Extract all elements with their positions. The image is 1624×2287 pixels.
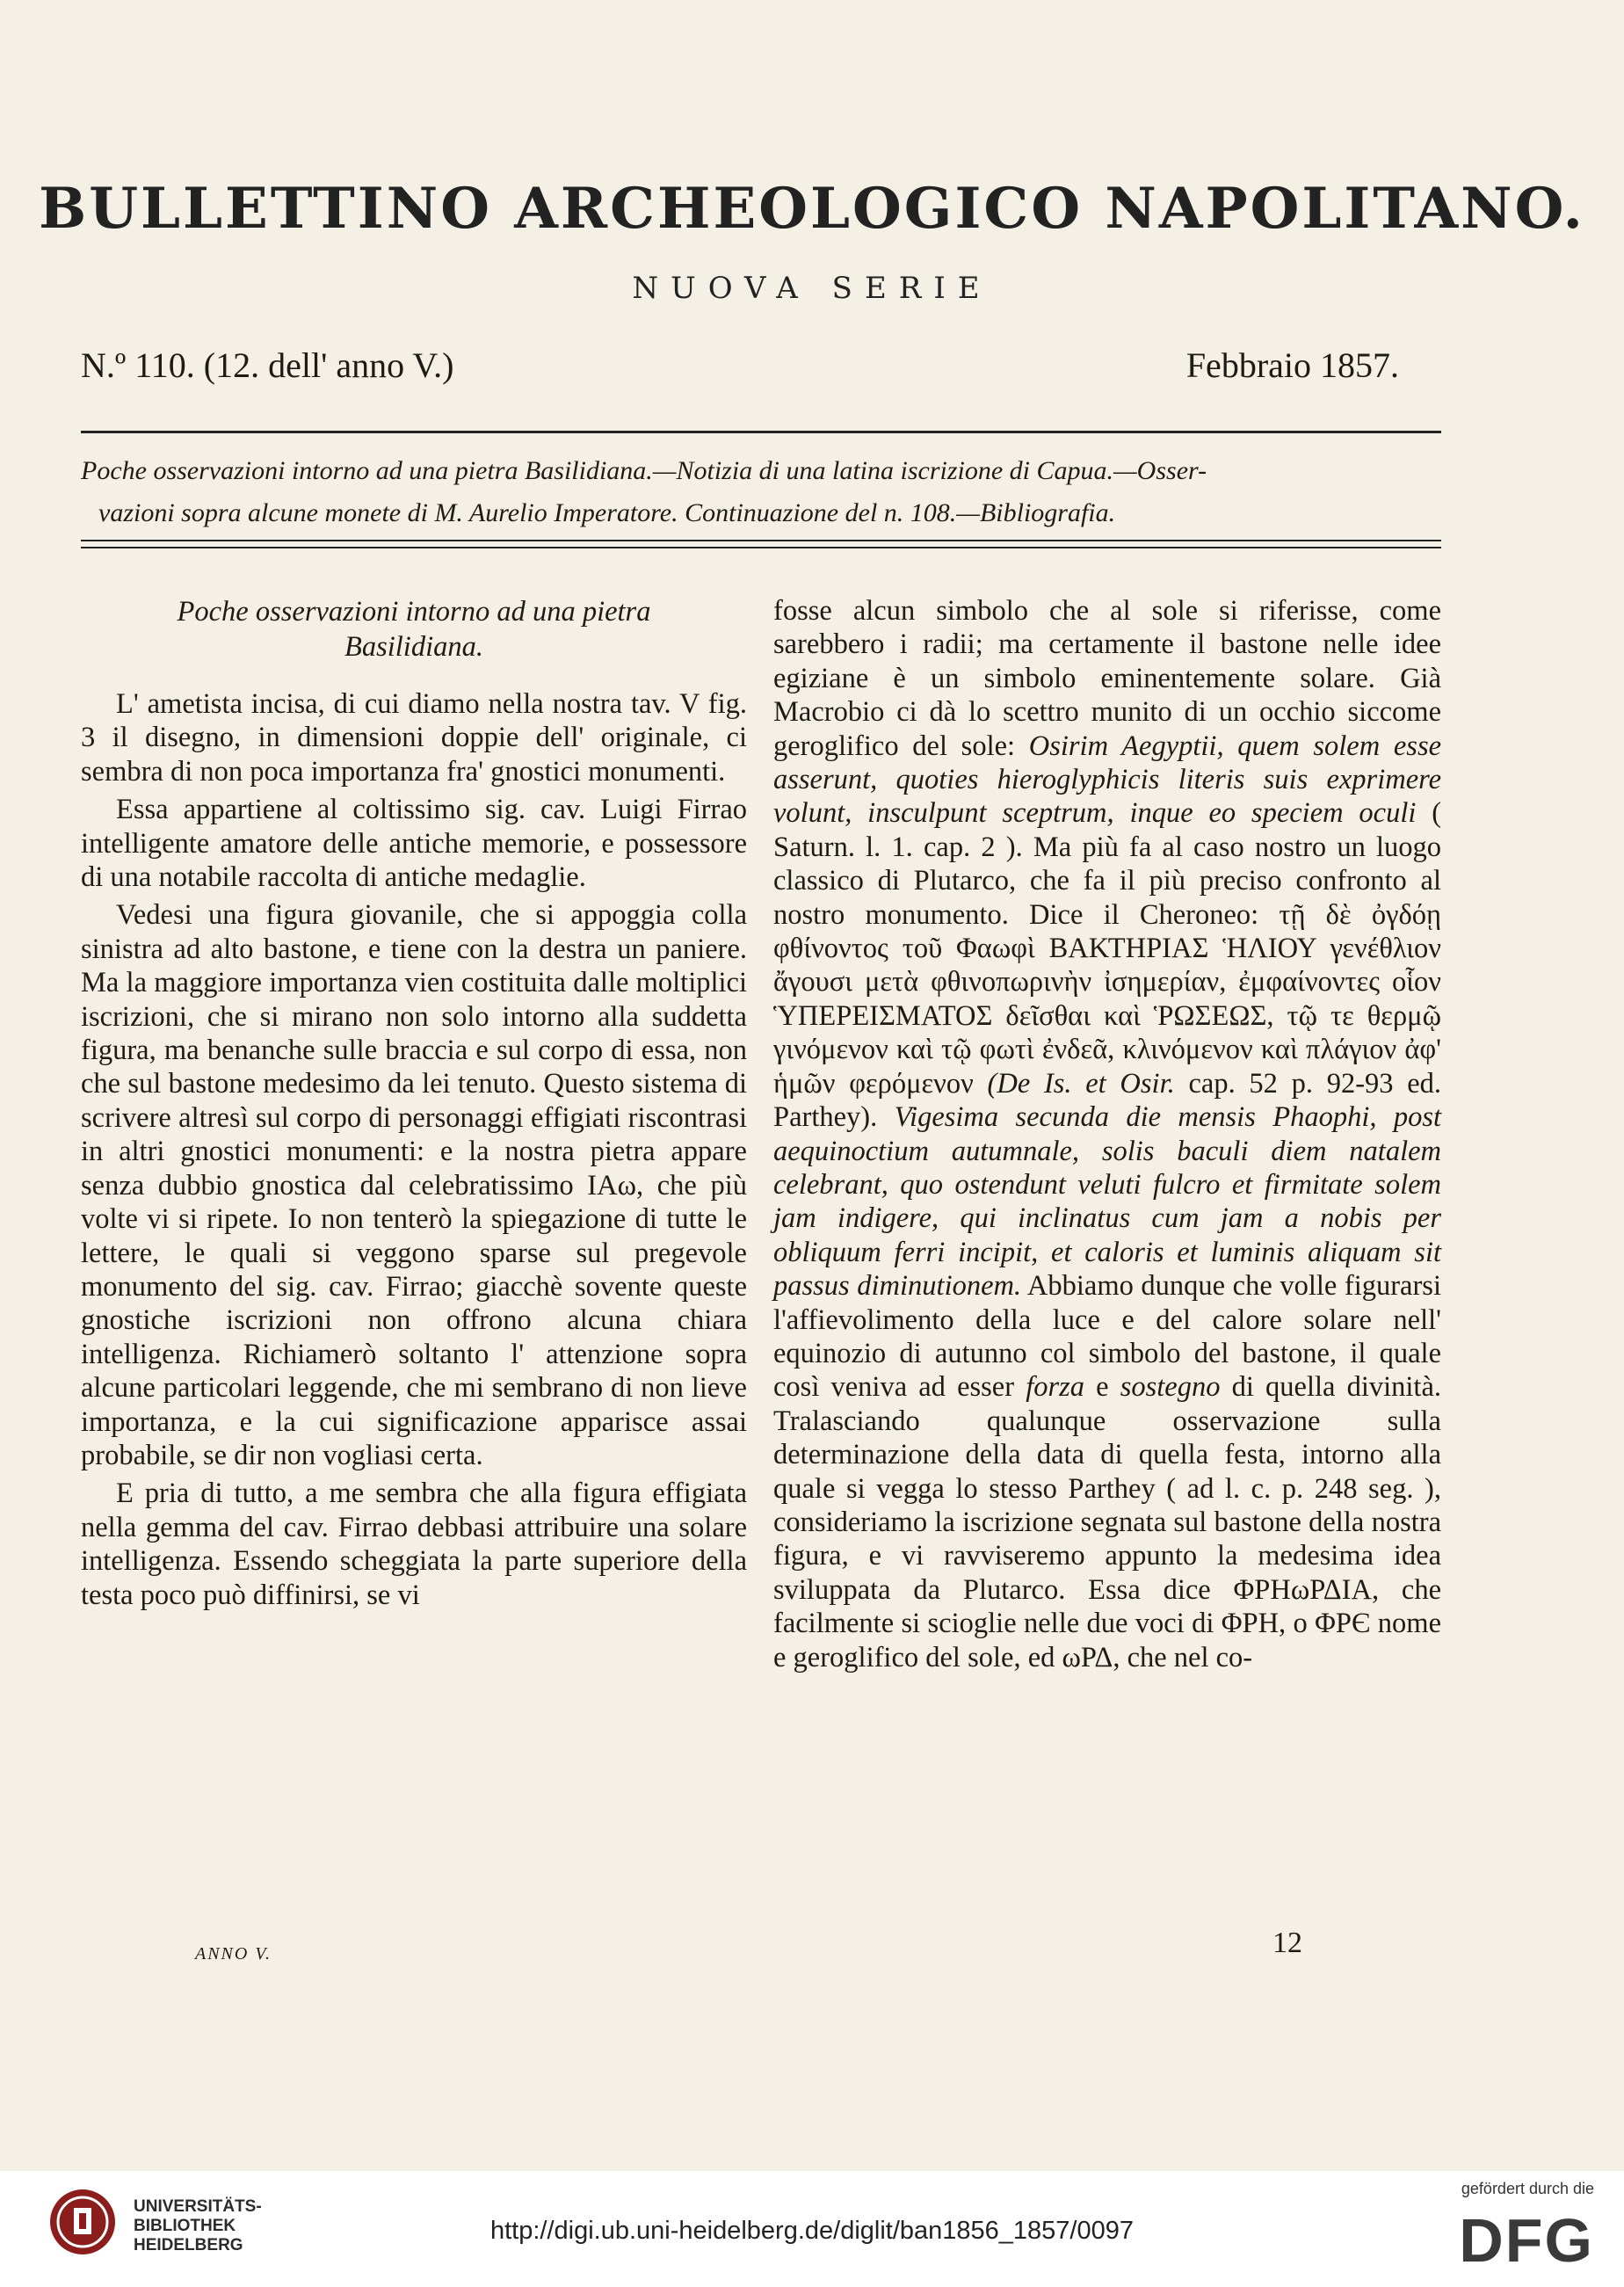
- volume-signature: ANNO V.: [195, 1944, 272, 1964]
- paragraph: Essa appartiene al coltissimo sig. cav. Luigi Firrao intelligente amatore delle antiche memorie, e possessore di una notabile raccolta di antiche medaglie.: [81, 794, 747, 894]
- top-rule: [81, 431, 1441, 433]
- contents-line: vazioni sopra alcune monete di M. Aurelio Imperatore. Continuazione del n. 108.—Bibliografia.: [98, 498, 1116, 527]
- paragraph: fosse alcun simbolo che al sole si riferisse, come sarebbero i radii; ma certamente il bastone nelle idee egiziane è un simbolo eminentemente solare. Già Macrobio ci dà lo scettro munito di un occhio siccome geroglifico del sole: Osirim Aegyptii, quem solem esse asserunt, quoties hieroglyphicis literis suis exprimere volunt, insculpunt sceptrum, inque eo speciem oculi ( Saturn. l. 1. cap. 2 ). Ma più fa al caso nostro un luogo classico di Plutarco, che fa il più preciso confronto al nostro monumento. Dice il Cheroneo: τῇ δὲ ὀγδόῃ φθίνοντος τοῦ Φαωφὶ ΒΑΚΤΗΡΙΑΣ ἩΛΙΟΥ γενέθλιον ἄγουσι μετὰ φθινοπωρινὴν ἰσημερίαν, ἐμφαίνοντες οἷον ὙΠΕΡΕΙΣΜΑΤΟΣ δεῖσθαι καὶ ῬΩΣΕΩΣ, τῷ τε θερμῷ γινόμενον καὶ τῷ φωτὶ ἐνδεᾶ, κλινόμενον καὶ πλάγιον ἀφ' ἡμῶν φερόμενον (De Is. et Osir. cap. 52 p. 92-93 ed. Parthey). Vigesima secunda die mensis Phaophi, post aequinoctium autumnale, solis baculi diem natalem celebrant, quo ostendunt veluti fulcro et firmitate solem jam indigere, qui inclinatus cum jam a nobis per obliquum ferri incipit, et caloris et luminis aliquam sit passus diminutionem. Abbiamo dunque che volle figurarsi l'affievolimento della luce e del calore solare nell' equinozio di autunno col simbolo del bastone, il quale così veniva ad esser forza e sostegno di quella divinità. Tralasciando qualunque osservazione sulla determinazione della data di quella festa, intorno alla quale si vegga lo stesso Parthey ( ad l. c. p. 248 seg. ), consideriamo la iscrizione segnata sul bastone della nostra figura, e vi ravviseremo appunto la medesima idea sviluppata da Plutarco. Essa dice ΦΡΗωΡΔΙΑ, che facilmente si scioglie nelle due voci di ΦΡΗ, o ΦΡЄ nome e geroglifico del sole, ed ωΡΔ, che nel co-: [773, 595, 1442, 1674]
- left-column: [81, 594, 747, 1616]
- journal-title: BULLETTINO ARCHEOLOGICO NAPOLITANO.: [39, 176, 1585, 242]
- latin-quote: Osirim Aegyptii, quem solem esse asserunt, quoties hieroglyphicis literis suis exprimere volunt, insculpunt sceptrum, inque eo speciem oculi: [773, 730, 1442, 830]
- contents-line: Poche osservazioni intorno ad una pietra Basilidiana.—Notizia di una latina iscrizione di Capua.—Osser-: [81, 456, 1207, 485]
- greek-quote: τῇ δὲ ὀγδόῃ φθίνοντος τοῦ Φαωφὶ ΒΑΚΤΗΡΙΑΣ ἩΛΙΟΥ γενέθλιον ἄγουσι μετὰ φθινοπωρινὴν ἰσημερίαν, ἐμφαίνοντες οἷον ὙΠΕΡΕΙΣΜΑΤΟΣ δεῖσθαι καὶ ῬΩΣΕΩΣ, τῷ τε θερμῷ γινόμενον καὶ τῷ φωτὶ ἐνδεᾶ, κλινόμενον καὶ πλάγιον ἀφ' ἡμῶν φερόμενον: [773, 898, 1441, 1100]
- contents-rule-lower: [81, 547, 1441, 548]
- viewer-footer: [0, 2171, 1624, 2287]
- issue-line: [81, 345, 1399, 388]
- latin-translation: Vigesima secunda die mensis Phaophi, post aequinoctium autumnale, solis baculi diem natalem celebrant, quo ostendunt veluti fulcro et firmitate solem jam indigere, qui inclinatus cum jam a nobis per obliquum ferri incipit, et caloris et luminis aliquam sit passus diminutionem.: [773, 1101, 1442, 1303]
- sponsor-label: gefördert durch die: [1461, 2180, 1594, 2197]
- table-of-contents: [81, 450, 1441, 534]
- journal-series: NUOVA SERIE: [632, 271, 992, 306]
- contents-rule-upper: [81, 540, 1441, 541]
- page-number: 12: [1272, 1927, 1302, 1959]
- issue-date: Febbraio 1857.: [1185, 345, 1399, 385]
- paragraph: Vedesi una figura giovanile, che si appoggia colla sinistra ad alto bastone, e tiene con la destra un paniere. Ma la maggiore importanza vien costituita dalle moltiplici iscrizioni, che si mirano non solo intorno alla suddetta figura, ma benanche sulle braccia e sul corpo di essa, non che sul bastone medesimo da lei tenuto. Questo sistema di scrivere altresì sul corpo di personaggi effigiati riscontrasi in altri gnostici monumenti: e la nostra pietra appare senza dubbio gnostica dal celebratissimo IAω, che più volte vi si ripete. Io non tenterò la spiegazione di tutte le lettere, le quali si veggono sparse sul pregevole monumento del sig. cav. Firrao; giacchè sovente queste gnostiche iscrizioni non offrono alcuna chiara intelligenza. Richiamerò soltanto l' attenzione sopra alcune particolari leggende, che mi sembrano di non lieve importanza, e la cui significazione apparisce assai probabile, se dir non vogliasi certa.: [81, 899, 747, 1471]
- permalink[interactable]: http://digi.ub.uni-heidelberg.de/diglit/ban1856_1857/0097: [489, 2217, 1135, 2245]
- institution-name: UNIVERSITÄTS- BIBLIOTHEK HEIDELBERG: [134, 2197, 262, 2254]
- right-column: [773, 594, 1441, 1679]
- issue-number: N.º 110. (12. dell' anno V.): [81, 345, 454, 385]
- dfg-logo: DFG: [1459, 2206, 1594, 2275]
- paragraph: E pria di tutto, a me sembra che alla figura effigiata nella gemma del cav. Firrao debbasi attribuire una solare intelligenza. Essendo scheggiata la parte superiore della testa poco può diffinirsi, se vi: [81, 1477, 747, 1611]
- article-heading: Poche osservazioni intorno ad una pietra Basilidiana.: [177, 596, 651, 663]
- paragraph: L' ametista incisa, di cui diamo nella nostra tav. V fig. 3 il disegno, in dimensioni doppie dell' originale, ci sembra di non poca importanza fra' gnostici monumenti.: [81, 688, 747, 788]
